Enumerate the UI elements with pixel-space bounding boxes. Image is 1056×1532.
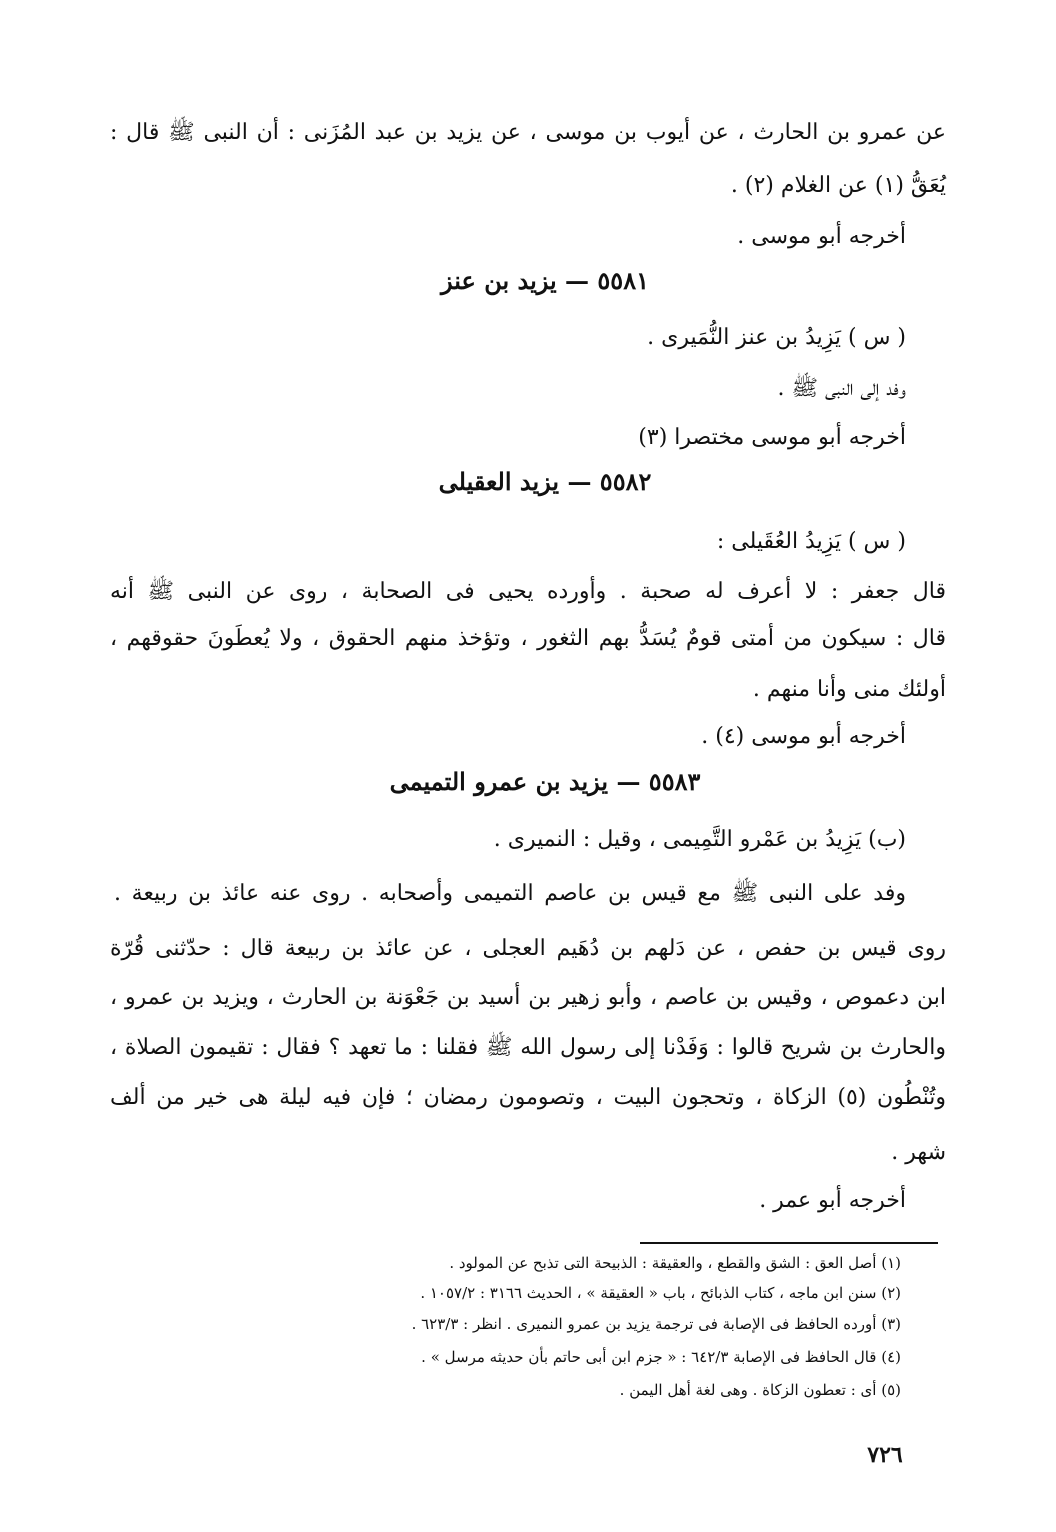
entry-line: ( س ) يَزِيدُ بن عنز النُّمَيرى . (647, 325, 906, 350)
entry-line: أخرجه أبو موسى مختصرا (٣) (638, 425, 906, 450)
entry-line: شهر . (891, 1140, 946, 1165)
intro-line: أخرجه أبو موسى . (737, 224, 906, 249)
footnote: (٥) أى : تعطون الزكاة . وهى لغة أهل اليمن . (619, 1381, 901, 1399)
entry-line: ( س ) يَزِيدُ العُقَيلى : (716, 529, 906, 554)
entry-line: والحارث بن شريح قالوا : وَفَدْنا إلى رسول الله ﷺ فقلنا : ما تعهد ؟ فقال : تقيمون الصلاة ، (110, 1035, 946, 1060)
entry-line: وفد على النبى ﷺ مع قيس بن عاصم التميمى وأصحابه . روى عنه عائذ بن ربيعة . (114, 881, 906, 906)
footnote: (١) أصل العق : الشق والقطع ، والعقيقة : الذبيحة التى تذبح عن المولود . (449, 1254, 901, 1272)
entry-line: (ب) يَزِيدُ بن عَمْرو التَّمِيمى ، وقيل : النميرى . (493, 827, 906, 852)
entry-line: أخرجه أبو موسى (٤) . (701, 724, 906, 749)
entry-heading: ٥٥٨٣ — يزيد بن عمرو التميمى (389, 767, 701, 796)
entry-heading: ٥٥٨١ — يزيد بن عنز (441, 266, 649, 295)
footnote: (٤) قال الحافظ فى الإصابة ٦٤٢/٣ : « جزم ابن أبى حاتم بأن حديثه مرسل » . (421, 1348, 901, 1366)
entry-heading: ٥٥٨٢ — يزيد العقيلى (438, 467, 652, 496)
entry-line: أولئك منى وأنا منهم . (752, 677, 946, 702)
footnote: (٢) سنن ابن ماجه ، كتاب الذبائح ، باب « العقيقة » ، الحديث ٣١٦٦ : ١٠٥٧/٢ . (420, 1284, 901, 1302)
entry-line: وتُنْطُون (٥) الزكاة ، وتحجون البيت ، وتصومون رمضان ؛ فإن فيه ليلة هى خير من ألف (110, 1085, 946, 1110)
intro-line: عن عمرو بن الحارث ، عن أيوب بن موسى ، عن يزيد بن عبد المُزَنى : أن النبى ﷺ قال : (110, 120, 946, 145)
entry-line: ابن دعموص ، وقيس بن عاصم ، وأبو زهير بن أسيد بن جَعْوَنة بن الحارث ، ويزيد بن عمرو ، (110, 985, 946, 1010)
entry-line: وفد إلى النبى ﷺ . (777, 376, 906, 401)
intro-line: يُعَقُّ (١) عن الغلام (٢) . (730, 173, 946, 198)
entry-line: أخرجه أبو عمر . (759, 1188, 906, 1213)
footnote-separator (640, 1242, 938, 1244)
entry-line: روى قيس بن حفص ، عن دَلهم بن دُهَيم العجلى ، عن عائذ بن ربيعة قال : حدّثنى قُرّة (110, 936, 946, 961)
footnote: (٣) أورده الحافظ فى الإصابة فى ترجمة يزيد بن عمرو النميرى . انظر : ٦٢٣/٣ . (411, 1315, 901, 1333)
page-number: ٧٢٦ (867, 1442, 903, 1468)
entry-line: قال جعفر : لا أعرف له صحبة . وأورده يحيى فى الصحابة ، روى عن النبى ﷺ أنه (110, 579, 946, 604)
entry-line: قال : سيكون من أمتى قومٌ يُسَدُّ بهم الثغور ، وتؤخذ منهم الحقوق ، ولا يُعطَونَ حقوقهم ، (110, 626, 946, 651)
